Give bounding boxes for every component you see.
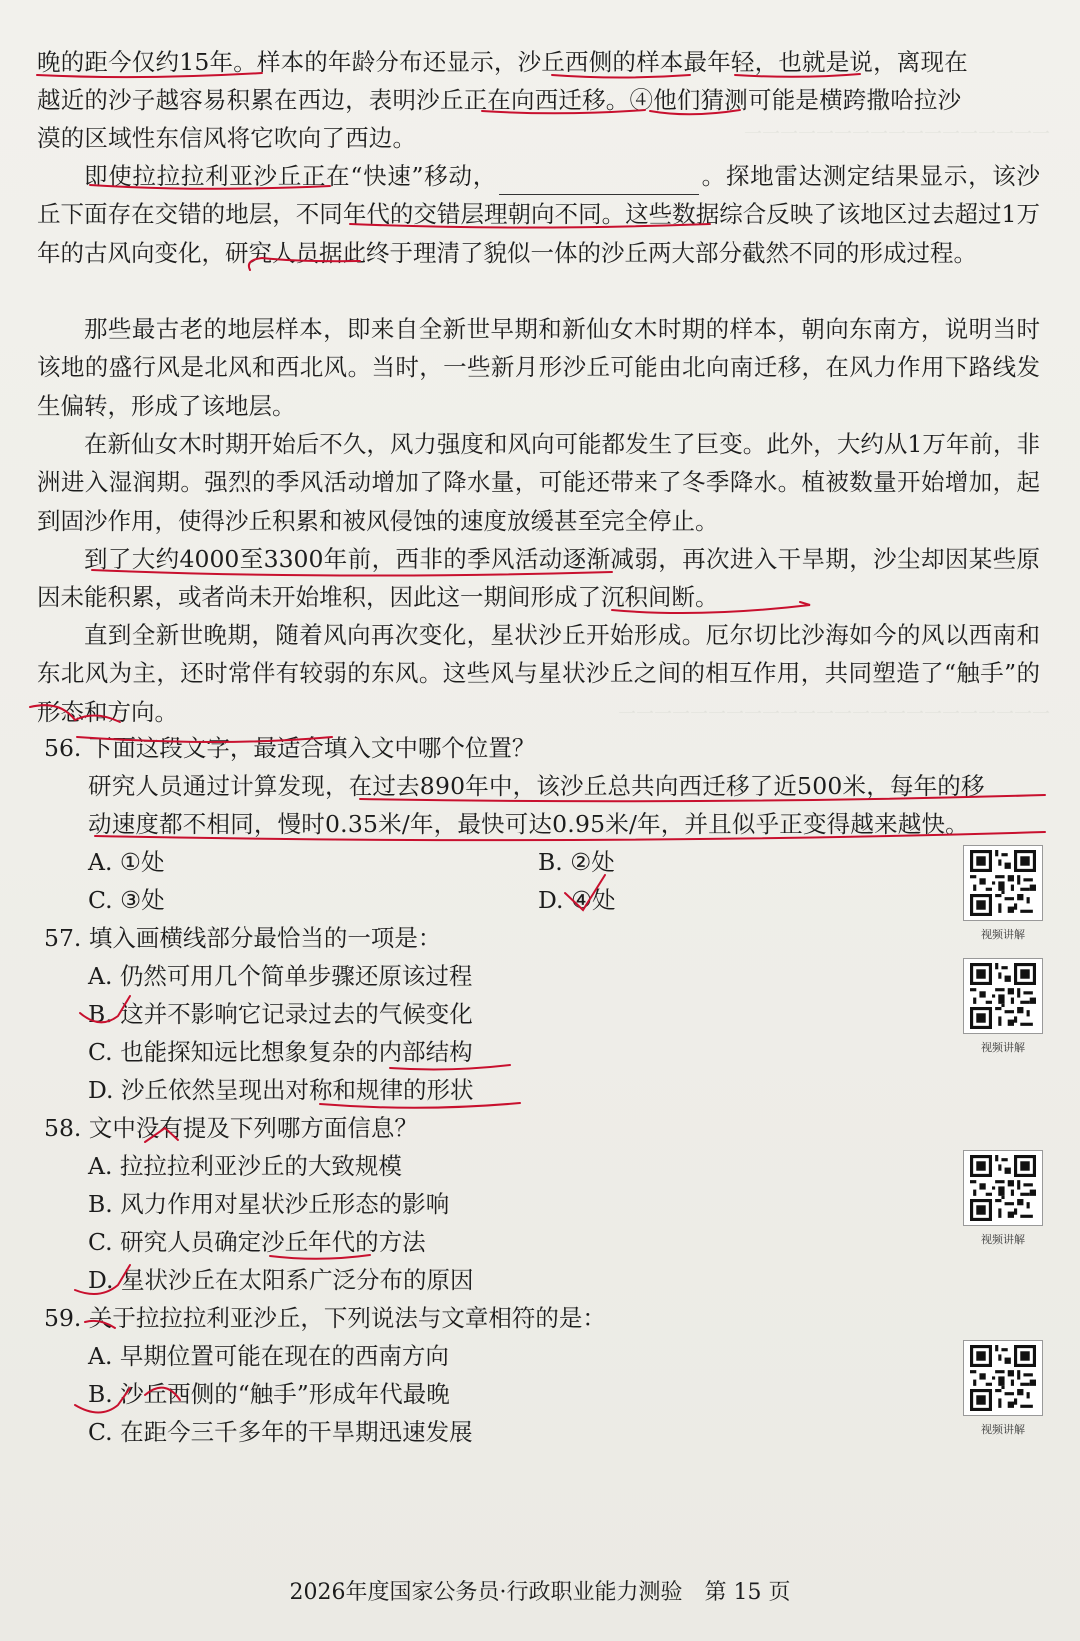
- question-56-quote: 动速度都不相同，慢时0.35米/年，最快可达0.95米/年，并且似乎正变得越来越快。: [88, 810, 969, 838]
- question-57-option-a[interactable]: A. 仍然可用几个简单步骤还原该过程: [88, 962, 473, 990]
- passage-paragraph: [37, 157, 1040, 272]
- question-57-option-c[interactable]: C. 也能探知远比想象复杂的内部结构: [88, 1038, 473, 1066]
- passage-paragraph: 那些最古老的地层样本，即来自全新世早期和新仙女木时期的样本，朝向东南方，说明当时该地的盛行风是北风和西北风。当时，一些新月形沙丘可能由北向南迁移，在风力作用下路线发生偏转，形成了该地层。: [37, 315, 1040, 420]
- question-56-option-c[interactable]: C. ③处: [88, 886, 165, 914]
- paragraph-text: 。探地雷达测定结果显示，该沙丘下面存在交错的地层，不同年代的交错层理朝向不同。这些数据综合反映了该地区过去超过1万年的古风向变化，研究人员据此终于理清了貌似一体的沙丘两大部分截然不同的形成过程。: [37, 162, 1041, 267]
- qr-caption: 视频讲解: [981, 1233, 1025, 1246]
- question-57-option-b[interactable]: B. 这并不影响它记录过去的气候变化: [88, 1000, 473, 1028]
- bleed-through-text: 一一一一一一一一一一一一一一一一一一一一一一一一: [618, 704, 1050, 725]
- qr-caption: 视频讲解: [981, 928, 1025, 941]
- question-58-stem: 58. 文中没有提及下列哪方面信息？: [44, 1114, 418, 1142]
- question-58-option-d[interactable]: D. 星状沙丘在太阳系广泛分布的原因: [88, 1266, 474, 1294]
- question-56-option-b[interactable]: B. ②处: [538, 848, 615, 876]
- qr-code-icon[interactable]: [963, 1340, 1043, 1416]
- question-56-quote: 研究人员通过计算发现，在过去890年中，该沙丘总共向西迁移了近500米，每年的移: [88, 772, 985, 800]
- qr-code-icon[interactable]: [963, 958, 1043, 1034]
- passage-line: 晚的距今仅约15年。样本的年龄分布还显示，沙丘西侧的样本最年轻，也就是说，离现在: [37, 48, 968, 76]
- question-59-stem: 59. 关于拉拉拉利亚沙丘，下列说法与文章相符的是：: [44, 1304, 606, 1332]
- paragraph-text: 即使拉拉拉利亚沙丘正在“快速”移动，: [84, 162, 497, 190]
- passage-line: 漠的区域性东信风将它吹向了西边。: [37, 124, 417, 152]
- question-58-option-b[interactable]: B. 风力作用对星状沙丘形态的影响: [88, 1190, 450, 1218]
- question-59-option-a[interactable]: A. 早期位置可能在现在的西南方向: [88, 1342, 449, 1370]
- qr-code-icon[interactable]: [963, 1150, 1043, 1226]
- question-56-option-d[interactable]: D. ④处: [538, 886, 616, 914]
- passage-line: 越近的沙子越容易积累在西边，表明沙丘正在向西迁移。④他们猜测可能是横跨撒哈拉沙: [37, 86, 962, 114]
- page-footer: 2026年度国家公务员·行政职业能力测验 第 15 页: [289, 1580, 791, 1605]
- question-58-option-a[interactable]: A. 拉拉拉利亚沙丘的大致规模: [88, 1152, 402, 1180]
- question-56-stem: 56. 下面这段文字，最适合填入文中哪个位置？: [44, 734, 536, 762]
- question-56-option-a[interactable]: A. ①处: [88, 848, 165, 876]
- fill-in-blank: [499, 193, 699, 195]
- bleed-through-text: 一一一一一一一一一一一一一一一一一: [744, 124, 1050, 145]
- question-58-option-c[interactable]: C. 研究人员确定沙丘年代的方法: [88, 1228, 426, 1256]
- qr-caption: 视频讲解: [981, 1423, 1025, 1436]
- qr-code-icon[interactable]: [963, 845, 1043, 921]
- qr-caption: 视频讲解: [981, 1041, 1025, 1054]
- passage-paragraph: 到了大约4000至3300年前，西非的季风活动逐渐减弱，再次进入干旱期，沙尘却因某些原因未能积累，或者尚未开始堆积，因此这一期间形成了沉积间断。: [37, 545, 1040, 612]
- question-59-option-c[interactable]: C. 在距今三千多年的干旱期迅速发展: [88, 1418, 473, 1446]
- question-57-stem: 57. 填入画横线部分最恰当的一项是：: [44, 924, 442, 952]
- question-59-option-b[interactable]: B. 沙丘西侧的“触手”形成年代最晚: [88, 1380, 450, 1408]
- passage-paragraph: 直到全新世晚期，随着风向再次变化，星状沙丘开始形成。厄尔切比沙海如今的风以西南和东北风为主，还时常伴有较弱的东风。这些风与星状沙丘之间的相互作用，共同塑造了“触手”的形态和方向。: [37, 621, 1040, 726]
- question-57-option-d[interactable]: D. 沙丘依然呈现出对称和规律的形状: [88, 1076, 474, 1104]
- passage-paragraph: 在新仙女木时期开始后不久，风力强度和风向可能都发生了巨变。此外，大约从1万年前，非洲进入湿润期。强烈的季风活动增加了降水量，可能还带来了冬季降水。植被数量开始增加，起到固沙作用，使得沙丘积累和被风侵蚀的速度放缓甚至完全停止。: [37, 430, 1040, 535]
